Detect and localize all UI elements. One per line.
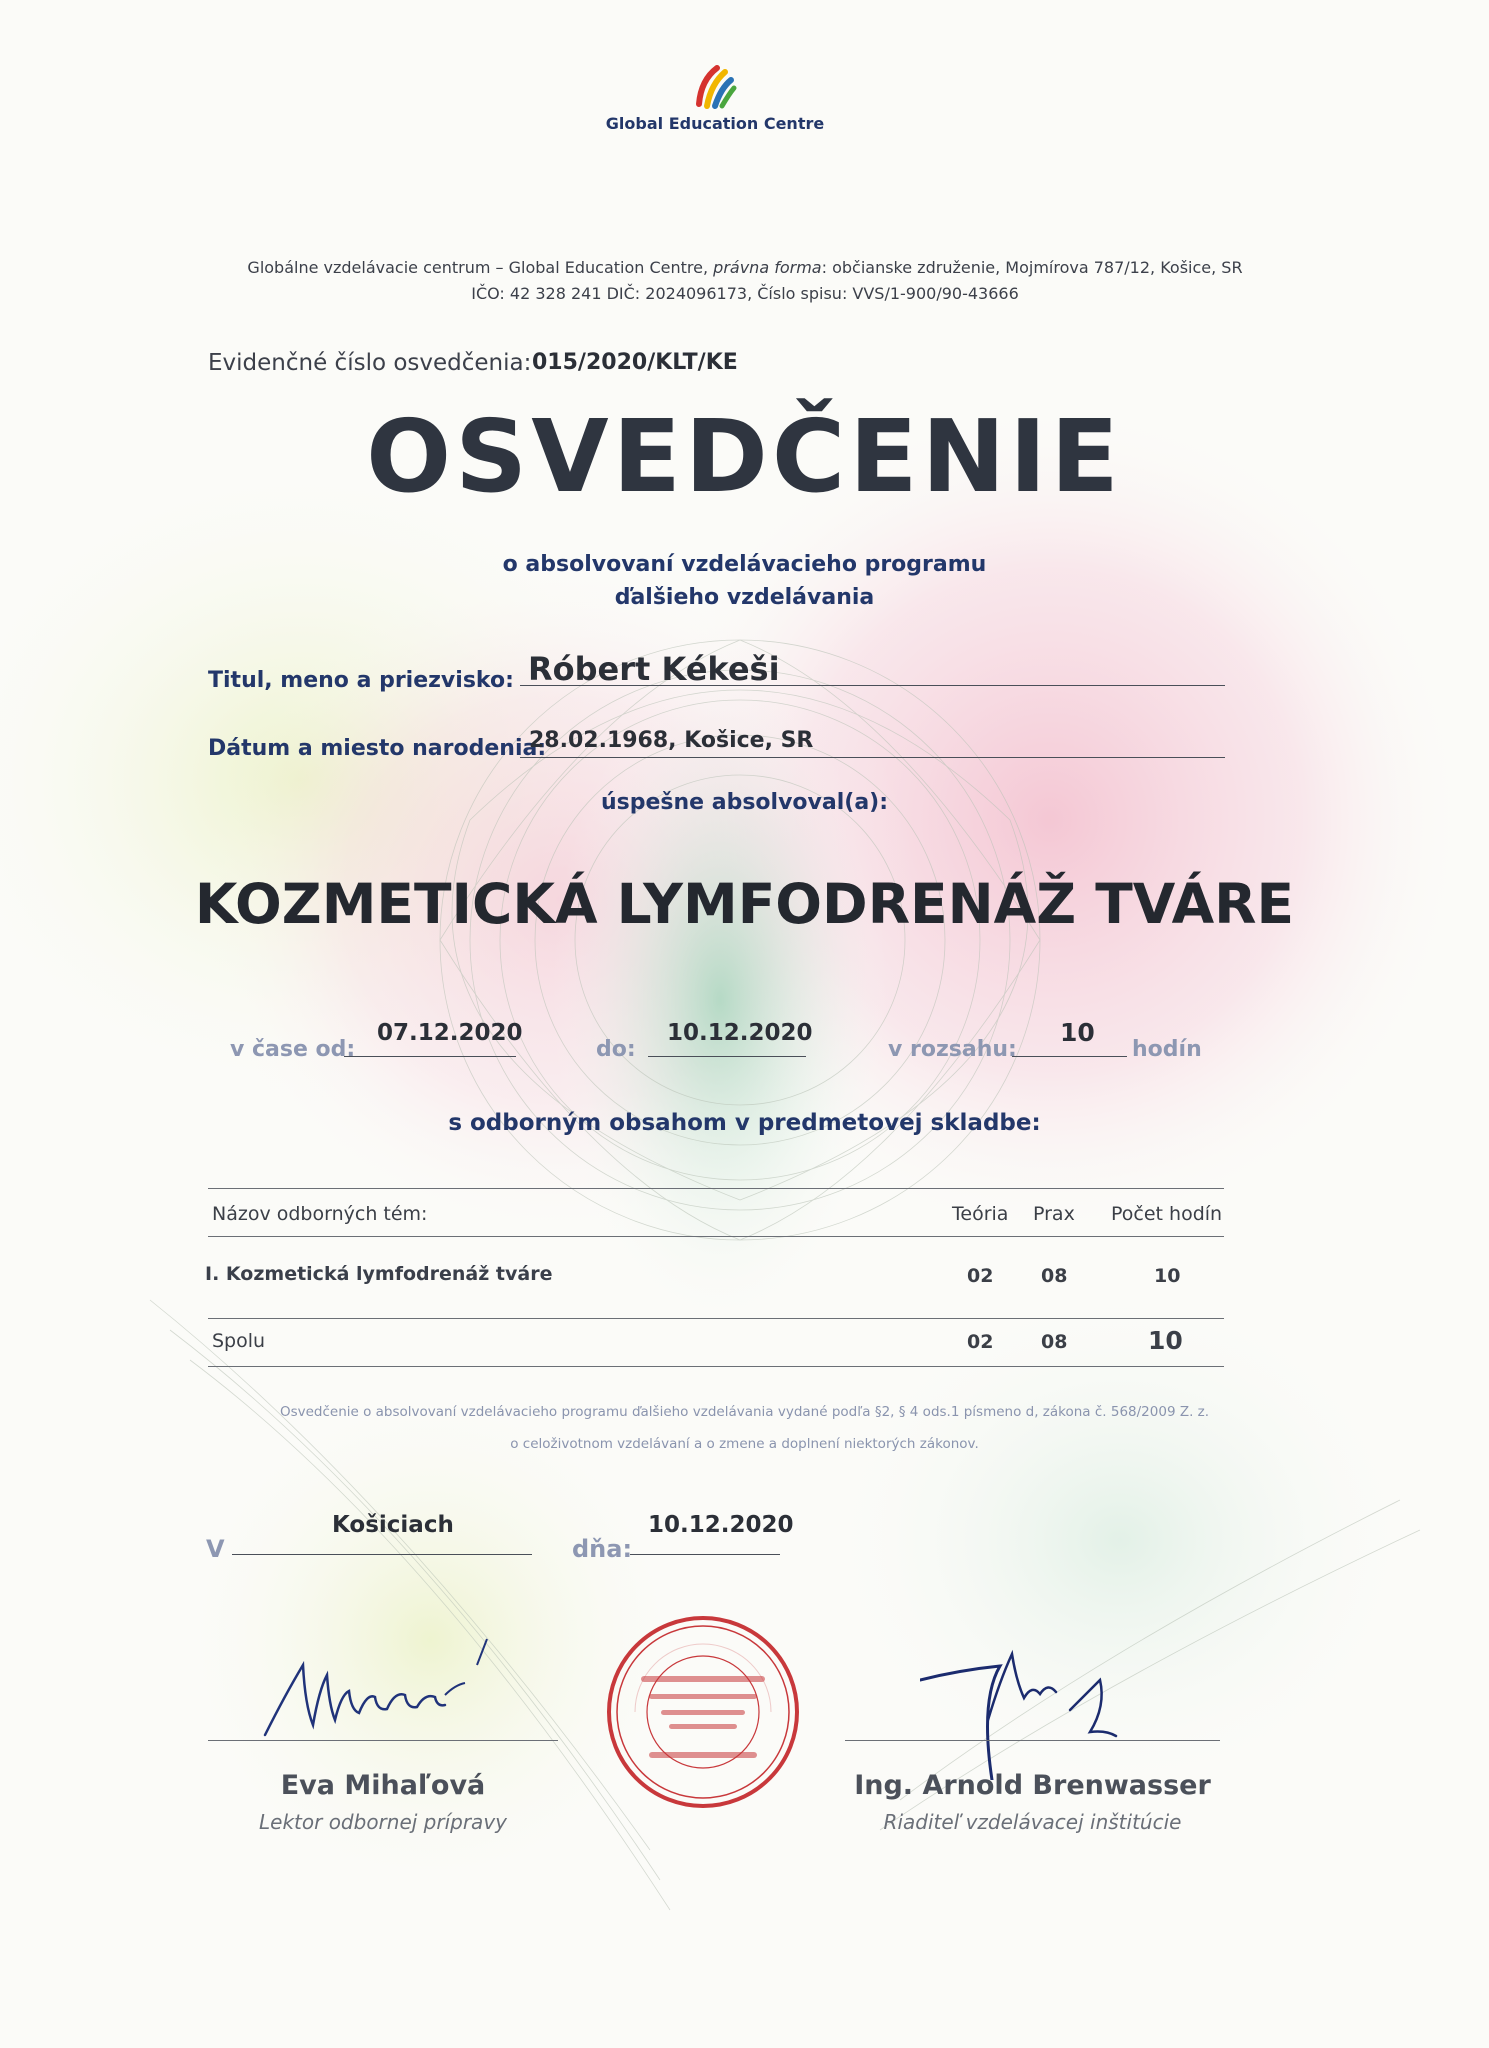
table-row-hours: 10 xyxy=(1154,1265,1181,1287)
certificate-title: OSVEDČENIE xyxy=(366,398,1123,515)
program-name: KOZMETICKÁ LYMFODRENÁŽ TVÁRE xyxy=(194,872,1295,936)
logo-icon xyxy=(689,62,737,112)
table-row-practice: 08 xyxy=(1041,1265,1068,1287)
table-top-rule xyxy=(208,1188,1224,1189)
name-underline xyxy=(520,685,1225,686)
place-underline xyxy=(232,1554,532,1555)
from-underline xyxy=(344,1056,516,1057)
content-label: s odborným obsahom v predmetovej skladbe: xyxy=(448,1110,1041,1136)
birth-value: 28.02.1968, Košice, SR xyxy=(529,728,814,753)
name-label: Titul, meno a priezvisko: xyxy=(208,668,514,693)
org-name: Global Education Centre xyxy=(605,114,825,133)
table-header-hours: Počet hodín xyxy=(1111,1203,1223,1225)
right-signer-name: Ing. Arnold Brenwasser xyxy=(854,1770,1211,1801)
right-signature-icon xyxy=(920,1640,1150,1780)
table-bottom-rule xyxy=(208,1366,1224,1367)
place-value: Košiciach xyxy=(332,1512,454,1538)
org-info-line-2: IČO: 42 328 241 DIČ: 2024096173, Číslo spisu: VVS/1-900/90-43666 xyxy=(471,284,1019,303)
to-value: 10.12.2020 xyxy=(667,1020,813,1046)
table-header-practice: Prax xyxy=(1033,1203,1075,1225)
scope-label: v rozsahu: xyxy=(888,1037,1017,1062)
table-header-theory: Teória xyxy=(952,1203,1009,1225)
to-label: do: xyxy=(596,1037,636,1062)
reg-number-label: Evidenčné číslo osvedčenia: xyxy=(208,350,532,376)
birth-underline xyxy=(520,757,1225,758)
name-value: Róbert Kékeši xyxy=(528,650,780,688)
right-signature-line xyxy=(845,1740,1220,1741)
date-value: 10.12.2020 xyxy=(648,1512,794,1538)
table-row-topic: I. Kozmetická lymfodrenáž tváre xyxy=(205,1263,553,1285)
subtitle-line-1: o absolvovaní vzdelávacieho programu xyxy=(502,552,987,577)
birth-label: Dátum a miesto narodenia: xyxy=(208,736,547,761)
legal-note-line-2: o celoživotnom vzdelávaní a o zmene a doplnení niektorých zákonov. xyxy=(510,1436,979,1452)
org-info-line-1: Globálne vzdelávacie centrum – Global Education Centre, právna forma: občianske združenie, Mojmírova 787/12, Košice, SR xyxy=(247,258,1243,277)
table-total-theory: 02 xyxy=(967,1331,994,1353)
legal-note-line-1: Osvedčenie o absolvovaní vzdelávacieho programu ďalšieho vzdelávania vydané podľa §2, § 4 ods.1 písmeno d, zákona č. 568/2009 Z. z. xyxy=(279,1404,1210,1420)
date-underline xyxy=(630,1554,780,1555)
completed-label: úspešne absolvoval(a): xyxy=(600,790,889,815)
reg-number-value: 015/2020/KLT/KE xyxy=(532,350,738,375)
table-header-rule xyxy=(208,1236,1224,1237)
table-total-hours: 10 xyxy=(1148,1326,1183,1355)
left-signer-role: Lektor odbornej prípravy xyxy=(259,1810,507,1834)
from-value: 07.12.2020 xyxy=(377,1020,523,1046)
scope-value: 10 xyxy=(1060,1018,1095,1047)
table-total-practice: 08 xyxy=(1041,1331,1068,1353)
left-signer-name: Eva Mihaľová xyxy=(280,1770,486,1801)
table-total-label: Spolu xyxy=(212,1330,266,1352)
stamp-icon xyxy=(603,1612,803,1812)
left-signature-icon xyxy=(255,1635,505,1745)
hours-label: hodín xyxy=(1132,1037,1202,1062)
subtitle-line-2: ďalšieho vzdelávania xyxy=(614,585,875,610)
table-row-rule xyxy=(208,1318,1224,1319)
place-label: V xyxy=(206,1535,225,1563)
table-header-topic: Názov odborných tém: xyxy=(212,1203,428,1225)
right-signer-role: Riaditeľ vzdelávacej inštitúcie xyxy=(883,1810,1182,1834)
left-signature-line xyxy=(208,1740,558,1741)
to-underline xyxy=(648,1056,806,1057)
scope-underline xyxy=(1012,1056,1127,1057)
date-label: dňa: xyxy=(572,1535,633,1563)
from-label: v čase od: xyxy=(230,1037,356,1062)
table-row-theory: 02 xyxy=(967,1265,994,1287)
